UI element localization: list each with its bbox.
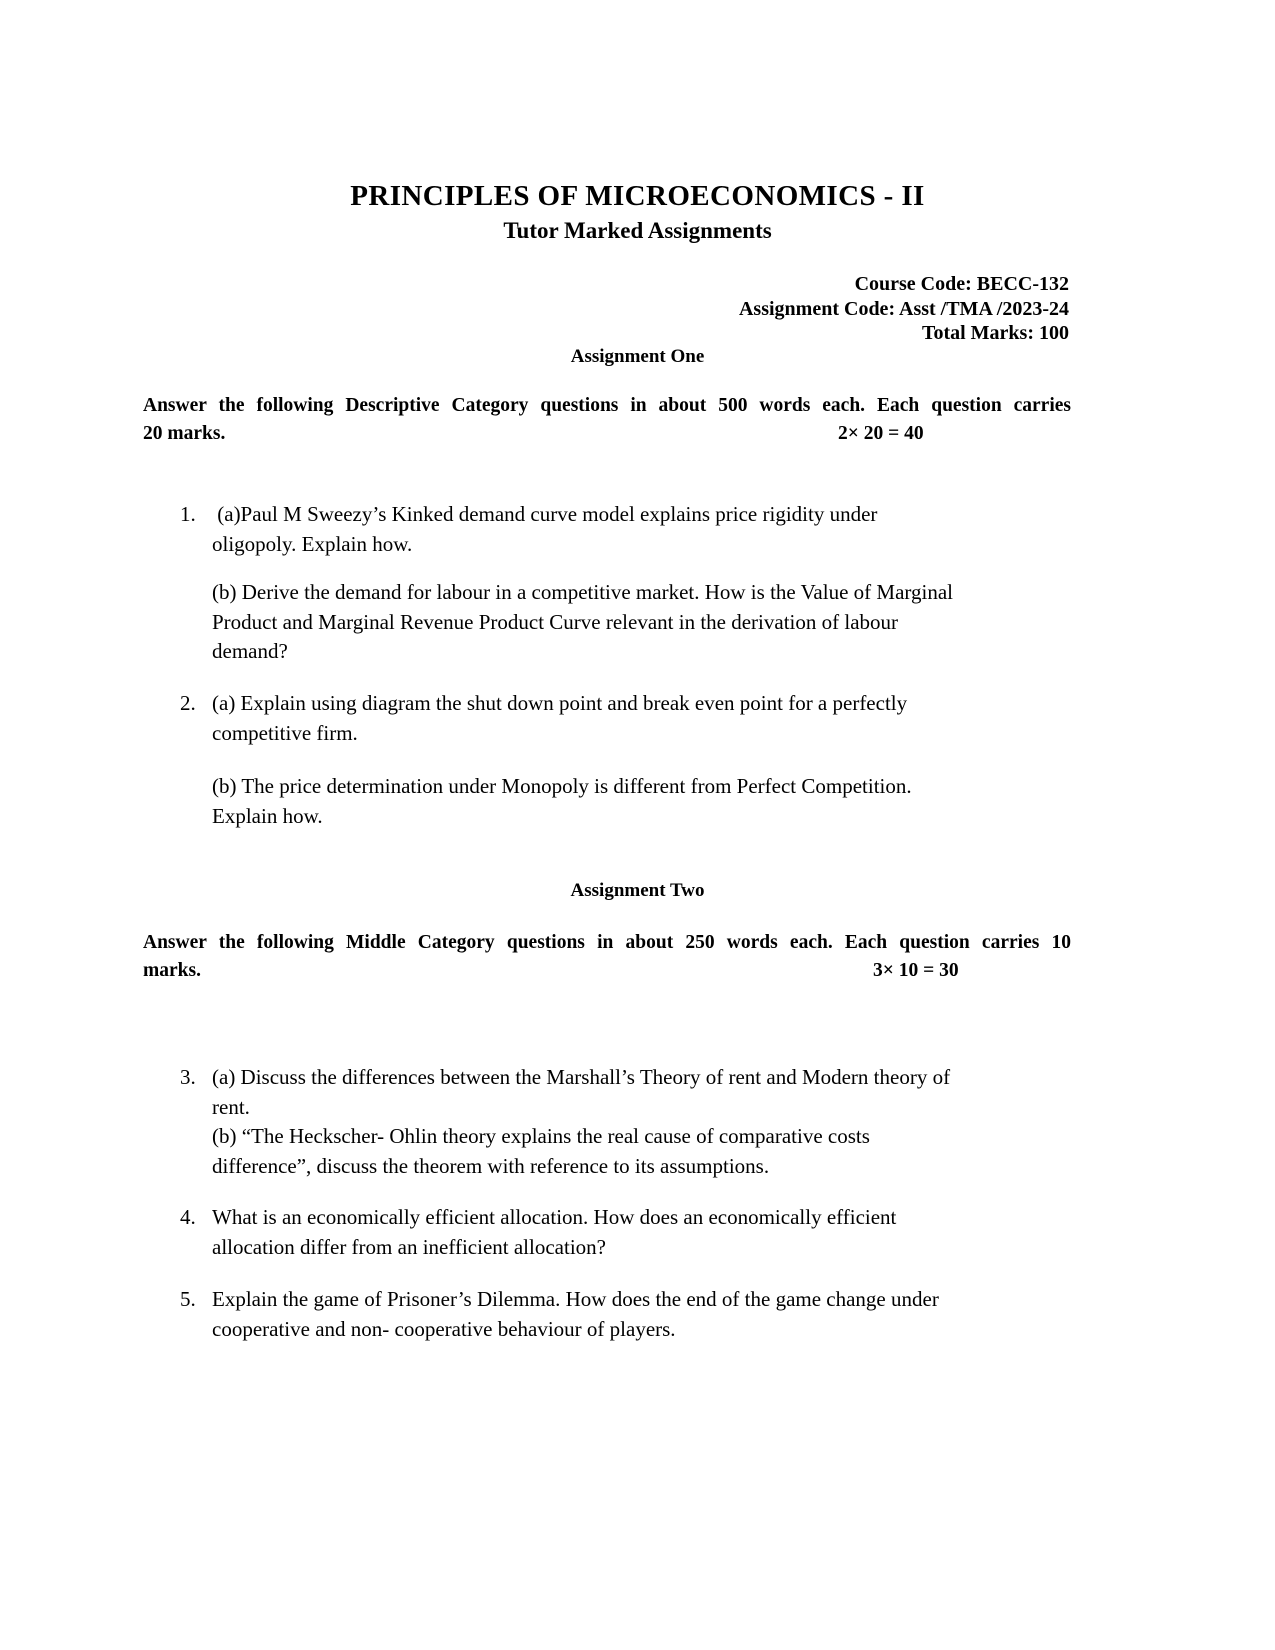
question-line: allocation differ from an inefficient allocation?: [212, 1234, 606, 1259]
course-code: Course Code: BECC-132: [854, 273, 1069, 295]
question-line: (a)Paul M Sweezy’s Kinked demand curve model explains price rigidity under: [212, 502, 878, 526]
question-line: What is an economically efficient allocation. How does an economically efficient: [212, 1205, 897, 1229]
question-line: Product and Marginal Revenue Product Curve relevant in the derivation of labour: [212, 609, 899, 634]
question-line: (a) Explain using diagram the shut down point and break even point for a perfectly: [212, 691, 908, 715]
question-number: 5.: [180, 1287, 196, 1311]
question-paragraph: [212, 500, 1082, 559]
instruction-text-line1: Answer the following Middle Category questions in about 250 words each. Each question carries 10: [143, 932, 1071, 953]
question-number: 2.: [180, 691, 196, 715]
marks-formula: 3× 10 = 30: [873, 959, 959, 981]
course-info-block: [739, 272, 1069, 346]
assignment-one-instruction: [143, 392, 1071, 447]
document-title: PRINCIPLES OF MICROECONOMICS - II: [350, 180, 925, 212]
assignment-one-heading: Assignment One: [570, 346, 705, 367]
question-line: difference”, discuss the theorem with reference to its assumptions.: [212, 1153, 770, 1178]
question-line: (a) Discuss the differences between the Marshall’s Theory of rent and Modern theory of: [212, 1065, 951, 1089]
total-marks: Total Marks: 100: [921, 322, 1069, 344]
question-number: 3.: [180, 1065, 196, 1089]
question-line: Explain how.: [212, 803, 323, 828]
question-number: 4.: [180, 1205, 196, 1229]
question-paragraph: [212, 1285, 1082, 1344]
question-text: [212, 689, 1082, 831]
question-paragraph: [212, 578, 1082, 667]
question-text: [212, 1063, 1082, 1181]
assignment-code: Assignment Code: Asst /TMA /2023-24: [738, 297, 1069, 320]
question-5: [180, 1285, 1082, 1344]
instruction-text-line2: [143, 420, 1071, 448]
question-paragraph: [212, 772, 1082, 831]
question-line: (b) “The Heckscher- Ohlin theory explains the real cause of comparative costs: [212, 1124, 870, 1148]
question-text: [212, 500, 1082, 667]
question-line: cooperative and non- cooperative behaviour of players.: [212, 1316, 676, 1341]
instruction-marks-text: 20 marks.: [143, 422, 226, 444]
question-text: [212, 1285, 1082, 1344]
question-2: [180, 689, 1082, 831]
question-paragraph: [212, 1203, 1082, 1262]
question-line: competitive firm.: [212, 720, 358, 745]
question-paragraph: [212, 1063, 1082, 1181]
marks-formula: 2× 20 = 40: [838, 422, 924, 444]
question-number: 1.: [180, 502, 196, 526]
instruction-text-line2: [143, 957, 1071, 985]
title-block: [0, 178, 1275, 248]
question-line: oligopoly. Explain how.: [212, 531, 413, 556]
question-line: demand?: [212, 639, 288, 663]
question-line: Explain the game of Prisoner’s Dilemma. How does the end of the game change under: [212, 1287, 939, 1311]
assignment-two-instruction: [143, 929, 1071, 984]
question-line: (b) The price determination under Monopoly is different from Perfect Competition.: [212, 774, 912, 798]
question-text: [212, 1203, 1082, 1262]
question-paragraph: [212, 689, 1082, 748]
assignment-two-heading: Assignment Two: [570, 880, 705, 901]
question-3: [180, 1063, 1082, 1181]
question-4: [180, 1203, 1082, 1262]
instruction-text-line1: Answer the following Descriptive Category questions in about 500 words each. Each question carries: [143, 395, 1071, 416]
question-line: (b) Derive the demand for labour in a competitive market. How is the Value of Marginal: [212, 580, 953, 604]
question-1: [180, 500, 1082, 667]
question-line: rent.: [212, 1094, 250, 1119]
document-subtitle: Tutor Marked Assignments: [503, 218, 772, 243]
instruction-marks-text: marks.: [143, 959, 201, 981]
